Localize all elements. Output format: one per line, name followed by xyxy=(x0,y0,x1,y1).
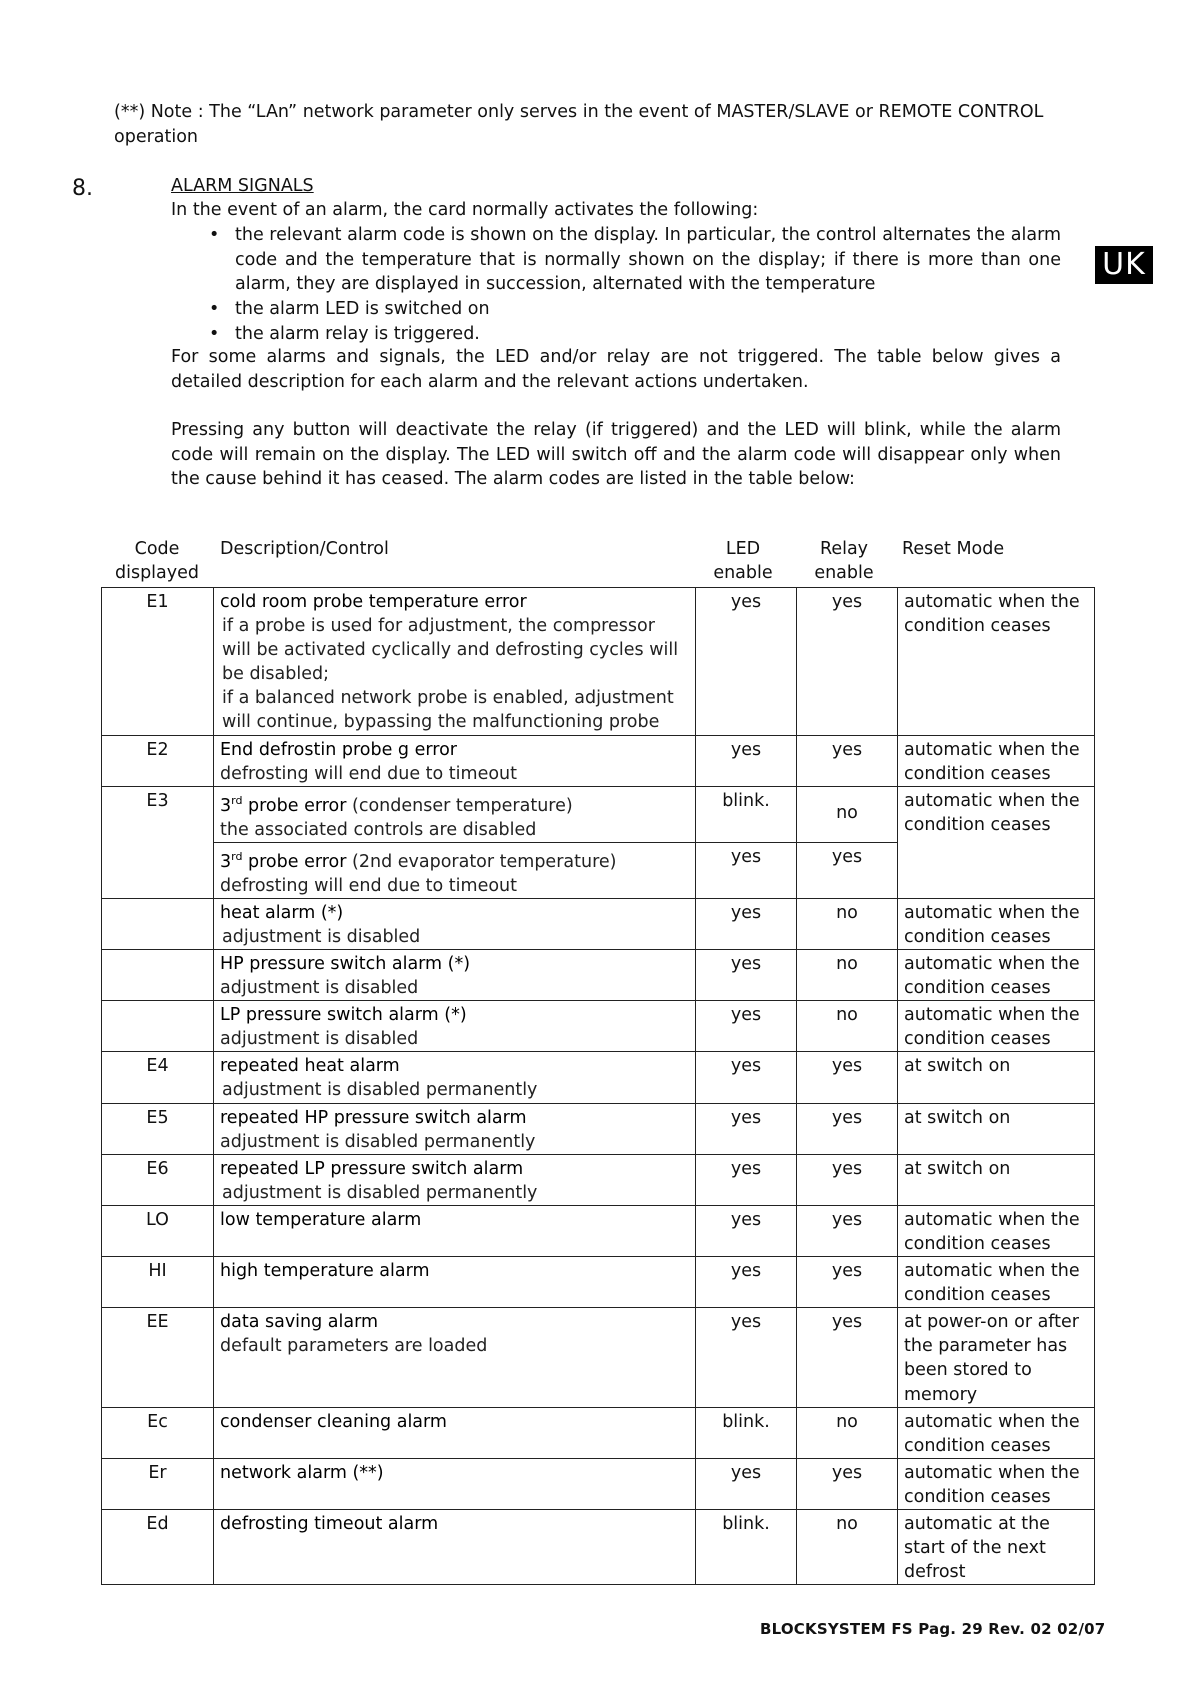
table-row xyxy=(102,1103,1095,1154)
table-row xyxy=(102,1308,1095,1407)
led-cell: yes xyxy=(696,1103,797,1154)
alarm-detail: defrosting will end due to timeout xyxy=(220,875,518,896)
alarm-codes-table xyxy=(101,587,1095,1585)
page-footer: BLOCKSYSTEM FS Pag. 29 Rev. 02 02/07 xyxy=(760,1620,1106,1638)
description-cell xyxy=(214,1001,696,1052)
description-cell xyxy=(214,1257,696,1308)
relay-cell: yes xyxy=(797,1308,898,1407)
relay-cell: yes xyxy=(797,1052,898,1103)
paragraph-table-intro: For some alarms and signals, the LED and/or relay are not triggered. The table below gives a detailed description for each alarm and the relevant actions undertaken. xyxy=(171,347,1061,392)
table-row xyxy=(102,949,1095,1000)
description-cell xyxy=(214,1458,696,1509)
led-cell: yes xyxy=(696,898,797,949)
header-led: LED enable xyxy=(713,539,773,583)
footnote-lan: (**) Note : The “LAn” network parameter only serves in the event of MASTER/SLAVE or REMOTE CONTROL operation xyxy=(114,102,1044,147)
led-cell: blink. xyxy=(696,1510,797,1585)
reset-cell: automatic when the condition ceases xyxy=(898,588,1095,736)
list-item: • the alarm relay is triggered. xyxy=(171,322,1061,347)
relay-cell: yes xyxy=(797,1205,898,1256)
led-cell: yes xyxy=(696,588,797,736)
alarm-title: heat alarm (*) xyxy=(220,902,344,923)
description-cell xyxy=(214,1510,696,1585)
alarm-detail: adjustment is disabled permanently xyxy=(220,1131,536,1152)
table-row xyxy=(102,1052,1095,1103)
section-intro: In the event of an alarm, the card normally activates the following: xyxy=(171,200,759,220)
code-cell: E4 xyxy=(102,1052,214,1103)
alarm-title: data saving alarm xyxy=(220,1312,379,1333)
alarm-title: 3rd probe error (condenser temperature) xyxy=(220,793,573,816)
reset-cell: automatic when the condition ceases xyxy=(898,1257,1095,1308)
relay-cell: no xyxy=(797,786,898,842)
alarm-title: repeated HP pressure switch alarm xyxy=(220,1107,527,1128)
code-cell: Er xyxy=(102,1458,214,1509)
code-cell: Ec xyxy=(102,1407,214,1458)
alarm-detail: default parameters are loaded xyxy=(220,1336,488,1357)
relay-cell: no xyxy=(797,949,898,1000)
reset-cell: automatic when the condition ceases xyxy=(898,1001,1095,1052)
alarm-detail: adjustment is disabled permanently xyxy=(222,1182,538,1203)
relay-cell: yes xyxy=(797,1103,898,1154)
led-cell: blink. xyxy=(696,786,797,842)
list-item: • the relevant alarm code is shown on the display. In particular, the control alternates the alarm code and the temperature that is normally shown on the display; if there is more than one alarm, they are displayed in succession, alternated with the temperature xyxy=(209,225,1061,295)
led-cell: yes xyxy=(696,1458,797,1509)
led-cell: yes xyxy=(696,1205,797,1256)
language-tab: UK xyxy=(1095,246,1153,284)
paragraph-reset-behaviour: Pressing any button will deactivate the relay (if triggered) and the LED will blink, while the alarm code will remain on the display. The LED will switch off and the alarm code will disappear only when the cause behind it has ceased. The alarm codes are listed in the table below: xyxy=(171,420,1061,489)
led-cell: yes xyxy=(696,735,797,786)
alarm-detail: adjustment is disabled xyxy=(220,1029,419,1050)
relay-cell: no xyxy=(797,1001,898,1052)
table-row xyxy=(102,898,1095,949)
reset-cell: at switch on xyxy=(898,1052,1095,1103)
section-number: 8. xyxy=(72,176,93,201)
led-cell: yes xyxy=(696,1257,797,1308)
table-row xyxy=(102,1205,1095,1256)
table-row xyxy=(102,735,1095,786)
alarm-detail: adjustment is disabled permanently xyxy=(222,1080,538,1101)
code-cell xyxy=(102,898,214,949)
table-row xyxy=(102,1407,1095,1458)
code-cell: E5 xyxy=(102,1103,214,1154)
alarm-title: network alarm (**) xyxy=(220,1462,384,1483)
reset-cell: automatic when the condition ceases xyxy=(898,1205,1095,1256)
reset-cell: automatic when the condition ceases xyxy=(898,1407,1095,1458)
table-row xyxy=(102,1001,1095,1052)
alarm-title: cold room probe temperature error xyxy=(220,592,527,612)
alarm-title: condenser cleaning alarm xyxy=(220,1411,447,1432)
alarm-title: repeated heat alarm xyxy=(220,1056,400,1077)
alarm-title: 3rd probe error (2nd evaporator temperature) xyxy=(220,849,617,872)
alarm-title: repeated LP pressure switch alarm xyxy=(220,1158,524,1179)
led-cell: yes xyxy=(696,1001,797,1052)
description-cell xyxy=(214,1407,696,1458)
relay-cell: yes xyxy=(797,842,898,898)
header-reset: Reset Mode xyxy=(902,539,1005,559)
relay-cell: no xyxy=(797,898,898,949)
reset-cell: automatic when the condition ceases xyxy=(898,949,1095,1000)
code-cell xyxy=(102,949,214,1000)
alarm-detail: the associated controls are disabled xyxy=(220,819,537,840)
table-row xyxy=(102,588,1095,736)
table-row xyxy=(102,1458,1095,1509)
description-cell xyxy=(214,898,696,949)
description-cell xyxy=(214,1154,696,1205)
relay-cell: no xyxy=(797,1510,898,1585)
code-cell: EE xyxy=(102,1308,214,1407)
description-cell xyxy=(214,1308,696,1407)
header-relay: Relay enable xyxy=(814,539,874,583)
alarm-title: high temperature alarm xyxy=(220,1261,430,1282)
header-description: Description/Control xyxy=(220,539,389,559)
relay-cell: yes xyxy=(797,1154,898,1205)
description-cell xyxy=(214,1103,696,1154)
description-cell xyxy=(214,735,696,786)
table-row xyxy=(102,1510,1095,1585)
relay-cell: no xyxy=(797,1407,898,1458)
reset-cell: automatic at the start of the next defrost xyxy=(898,1510,1095,1585)
description-cell xyxy=(214,1205,696,1256)
code-cell xyxy=(102,1001,214,1052)
alarm-title: HP pressure switch alarm (*) xyxy=(220,953,471,974)
code-cell: E2 xyxy=(102,735,214,786)
relay-cell: yes xyxy=(797,588,898,736)
led-cell: yes xyxy=(696,1308,797,1407)
header-code: Code displayed xyxy=(114,539,199,583)
alarm-title: defrosting timeout alarm xyxy=(220,1514,439,1535)
led-cell: blink. xyxy=(696,1407,797,1458)
code-cell: HI xyxy=(102,1257,214,1308)
relay-cell: yes xyxy=(797,1458,898,1509)
reset-cell: automatic when the condition ceases xyxy=(898,1458,1095,1509)
code-cell: E3 xyxy=(102,786,214,898)
reset-cell: automatic when the condition ceases xyxy=(898,735,1095,786)
description-cell xyxy=(214,588,696,736)
description-cell xyxy=(214,786,696,842)
reset-cell: at switch on xyxy=(898,1154,1095,1205)
bullet-icon: • xyxy=(209,225,220,245)
led-cell: yes xyxy=(696,1154,797,1205)
led-cell: yes xyxy=(696,949,797,1000)
code-cell: Ed xyxy=(102,1510,214,1585)
list-item: • the alarm LED is switched on xyxy=(171,297,1061,322)
reset-cell: automatic when the condition ceases xyxy=(898,898,1095,949)
alarm-detail: adjustment is disabled xyxy=(220,978,419,999)
reset-cell: automatic when the condition ceases xyxy=(898,786,1095,898)
section-title: ALARM SIGNALS xyxy=(171,176,314,196)
table-row xyxy=(102,1257,1095,1308)
alarm-detail: if a balanced network probe is enabled, adjustment will continue, bypassing the malfunctioning probe xyxy=(222,688,674,733)
table-row xyxy=(102,1154,1095,1205)
code-cell: LO xyxy=(102,1205,214,1256)
bullet-icon: • xyxy=(209,323,220,344)
description-cell xyxy=(214,949,696,1000)
relay-cell: yes xyxy=(797,735,898,786)
bullet-icon: • xyxy=(209,299,220,320)
led-cell: yes xyxy=(696,1052,797,1103)
alarm-title: low temperature alarm xyxy=(220,1209,422,1230)
alarm-detail: defrosting will end due to timeout xyxy=(220,763,518,784)
description-cell xyxy=(214,842,696,898)
alarm-title: LP pressure switch alarm (*) xyxy=(220,1005,467,1026)
reset-cell: at switch on xyxy=(898,1103,1095,1154)
code-cell: E1 xyxy=(102,588,214,736)
relay-cell: yes xyxy=(797,1257,898,1308)
code-cell: E6 xyxy=(102,1154,214,1205)
reset-cell: at power-on or after the parameter has been stored to memory xyxy=(898,1308,1095,1407)
alarm-detail: adjustment is disabled xyxy=(222,926,421,947)
description-cell xyxy=(214,1052,696,1103)
led-cell: yes xyxy=(696,842,797,898)
alarm-title: End defrostin probe g error xyxy=(220,739,457,760)
alarm-detail: if a probe is used for adjustment, the compressor will be activated cyclically and defrosting cycles will be disabled; xyxy=(222,616,679,685)
alarm-actions-list xyxy=(171,223,1061,347)
table-row xyxy=(102,786,1095,842)
